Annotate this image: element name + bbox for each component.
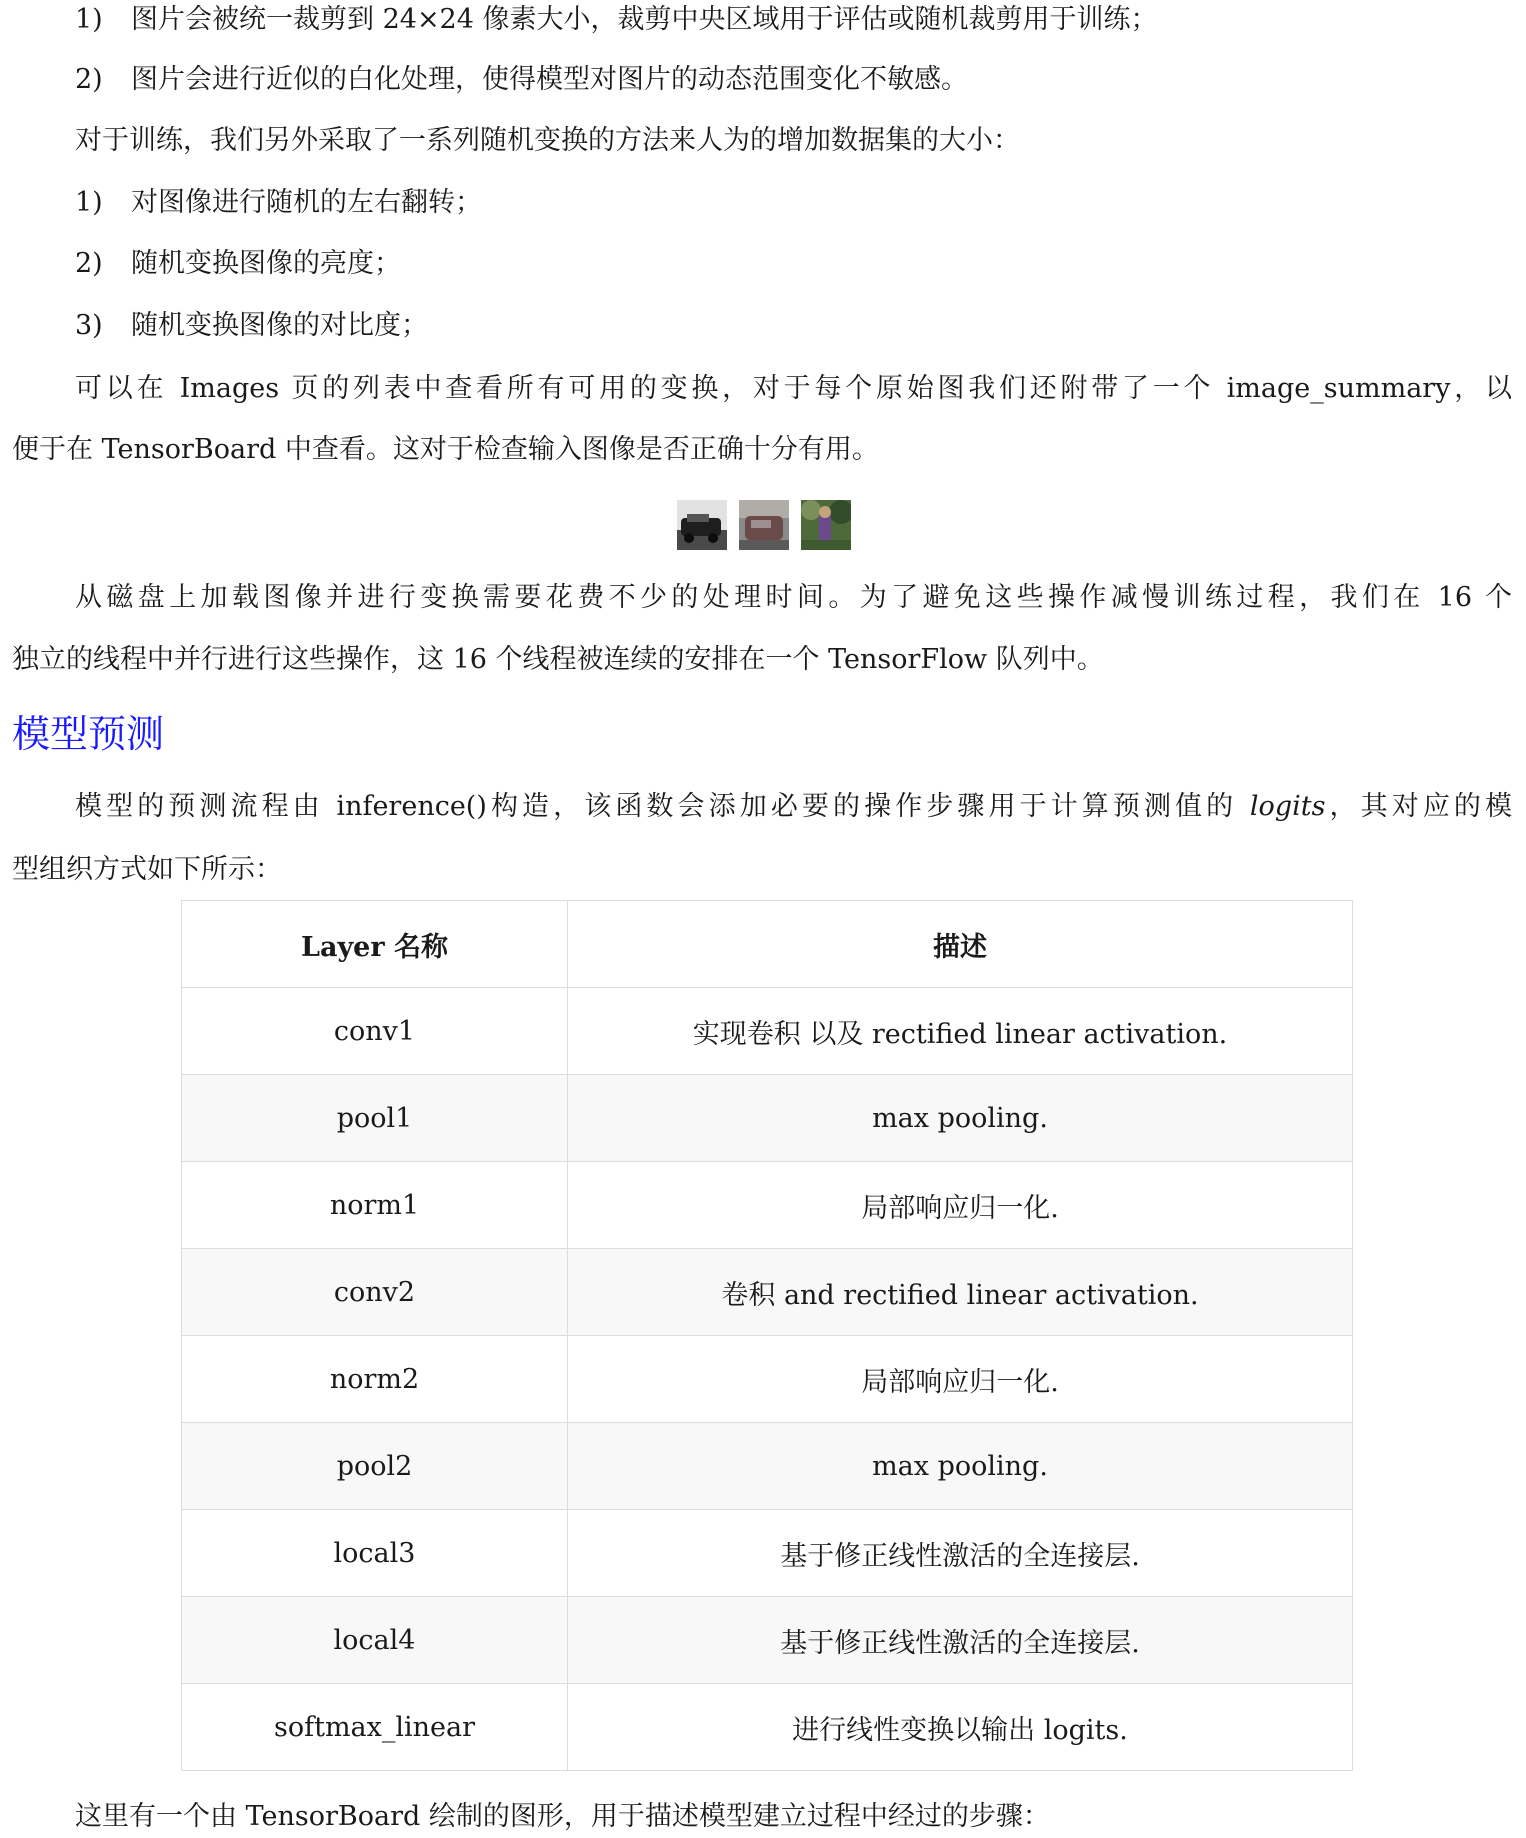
column-header-layer: Layer 名称	[182, 901, 568, 988]
table-header-row	[182, 901, 1353, 988]
layer-name: local4	[182, 1597, 568, 1684]
list-item	[75, 244, 401, 284]
layer-name: norm1	[182, 1162, 568, 1249]
layer-description: 实现卷积 以及 rectified linear activation.	[568, 988, 1353, 1075]
layer-description: 卷积 and rectified linear activation.	[568, 1249, 1353, 1336]
layer-name: pool2	[182, 1423, 568, 1510]
sample-image-car	[677, 500, 727, 550]
list-item	[75, 183, 482, 223]
paragraph-threads-line2: 独立的线程中并行进行这些操作，这 16 个线程被连续的安排在一个 TensorFlow 队列中。	[12, 644, 1104, 675]
list-number: 2)	[75, 248, 103, 279]
section-heading: 模型预测	[12, 712, 165, 756]
layer-name: local3	[182, 1510, 568, 1597]
layer-description: 局部响应归一化.	[568, 1336, 1353, 1423]
list-text: 对图像进行随机的左右翻转；	[131, 187, 482, 218]
list-item	[75, 306, 428, 346]
list-number: 3)	[75, 310, 103, 341]
layer-description: max pooling.	[568, 1423, 1353, 1510]
layer-name: conv2	[182, 1249, 568, 1336]
list-text: 图片会被统一裁剪到 24×24 像素大小，裁剪中央区域用于评估或随机裁剪用于训练；	[131, 4, 1158, 35]
layer-description: 基于修正线性激活的全连接层.	[568, 1597, 1353, 1684]
paragraph-model-line2: 型组织方式如下所示：	[12, 854, 282, 885]
table-row	[182, 988, 1353, 1075]
list-item	[75, 0, 1158, 40]
layer-table	[181, 900, 1353, 1771]
model-text-a: 模型的预测流程由 inference()构造，该函数会添加必要的操作步骤用于计算预测值的	[75, 791, 1250, 822]
layer-description: 局部响应归一化.	[568, 1162, 1353, 1249]
paragraph-training: 对于训练，我们另外采取了一系列随机变换的方法来人为的增加数据集的大小：	[75, 125, 1020, 156]
layer-description: 基于修正线性激活的全连接层.	[568, 1510, 1353, 1597]
table-row	[182, 1597, 1353, 1684]
table-row	[182, 1162, 1353, 1249]
table-row	[182, 1075, 1353, 1162]
sample-image-foliage	[801, 500, 851, 550]
logits-term: logits	[1249, 791, 1326, 822]
layer-name: softmax_linear	[182, 1684, 568, 1771]
paragraph-final: 这里有一个由 TensorBoard 绘制的图形，用于描述模型建立过程中经过的步骤：	[75, 1801, 1050, 1832]
paragraph-threads-line1: 从磁盘上加载图像并进行变换需要花费不少的处理时间。为了避免这些操作减慢训练过程，我们在 16 个	[75, 582, 1512, 613]
layer-name: norm2	[182, 1336, 568, 1423]
table-row	[182, 1510, 1353, 1597]
layer-description: 进行线性变换以输出 logits.	[568, 1684, 1353, 1771]
paragraph-images-line2: 便于在 TensorBoard 中查看。这对于检查输入图像是否正确十分有用。	[12, 434, 879, 465]
list-text: 随机变换图像的对比度；	[131, 310, 428, 341]
sample-image-blurred-car	[739, 500, 789, 550]
list-number: 1)	[75, 187, 103, 218]
list-text: 图片会进行近似的白化处理，使得模型对图片的动态范围变化不敏感。	[131, 64, 968, 95]
model-text-b: ，其对应的模	[1325, 791, 1513, 822]
layer-description: max pooling.	[568, 1075, 1353, 1162]
table-row	[182, 1684, 1353, 1771]
list-number: 2)	[75, 64, 103, 95]
table-row	[182, 1336, 1353, 1423]
column-header-description: 描述	[568, 901, 1353, 988]
paragraph-model-line1	[75, 787, 1512, 827]
table-row	[182, 1249, 1353, 1336]
list-number: 1)	[75, 4, 103, 35]
layer-name: conv1	[182, 988, 568, 1075]
list-text: 随机变换图像的亮度；	[131, 248, 401, 279]
layer-name: pool1	[182, 1075, 568, 1162]
paragraph-images-line1: 可以在 Images 页的列表中查看所有可用的变换，对于每个原始图我们还附带了一个 image_summary，以	[75, 373, 1512, 404]
list-item	[75, 60, 968, 100]
table-row	[182, 1423, 1353, 1510]
